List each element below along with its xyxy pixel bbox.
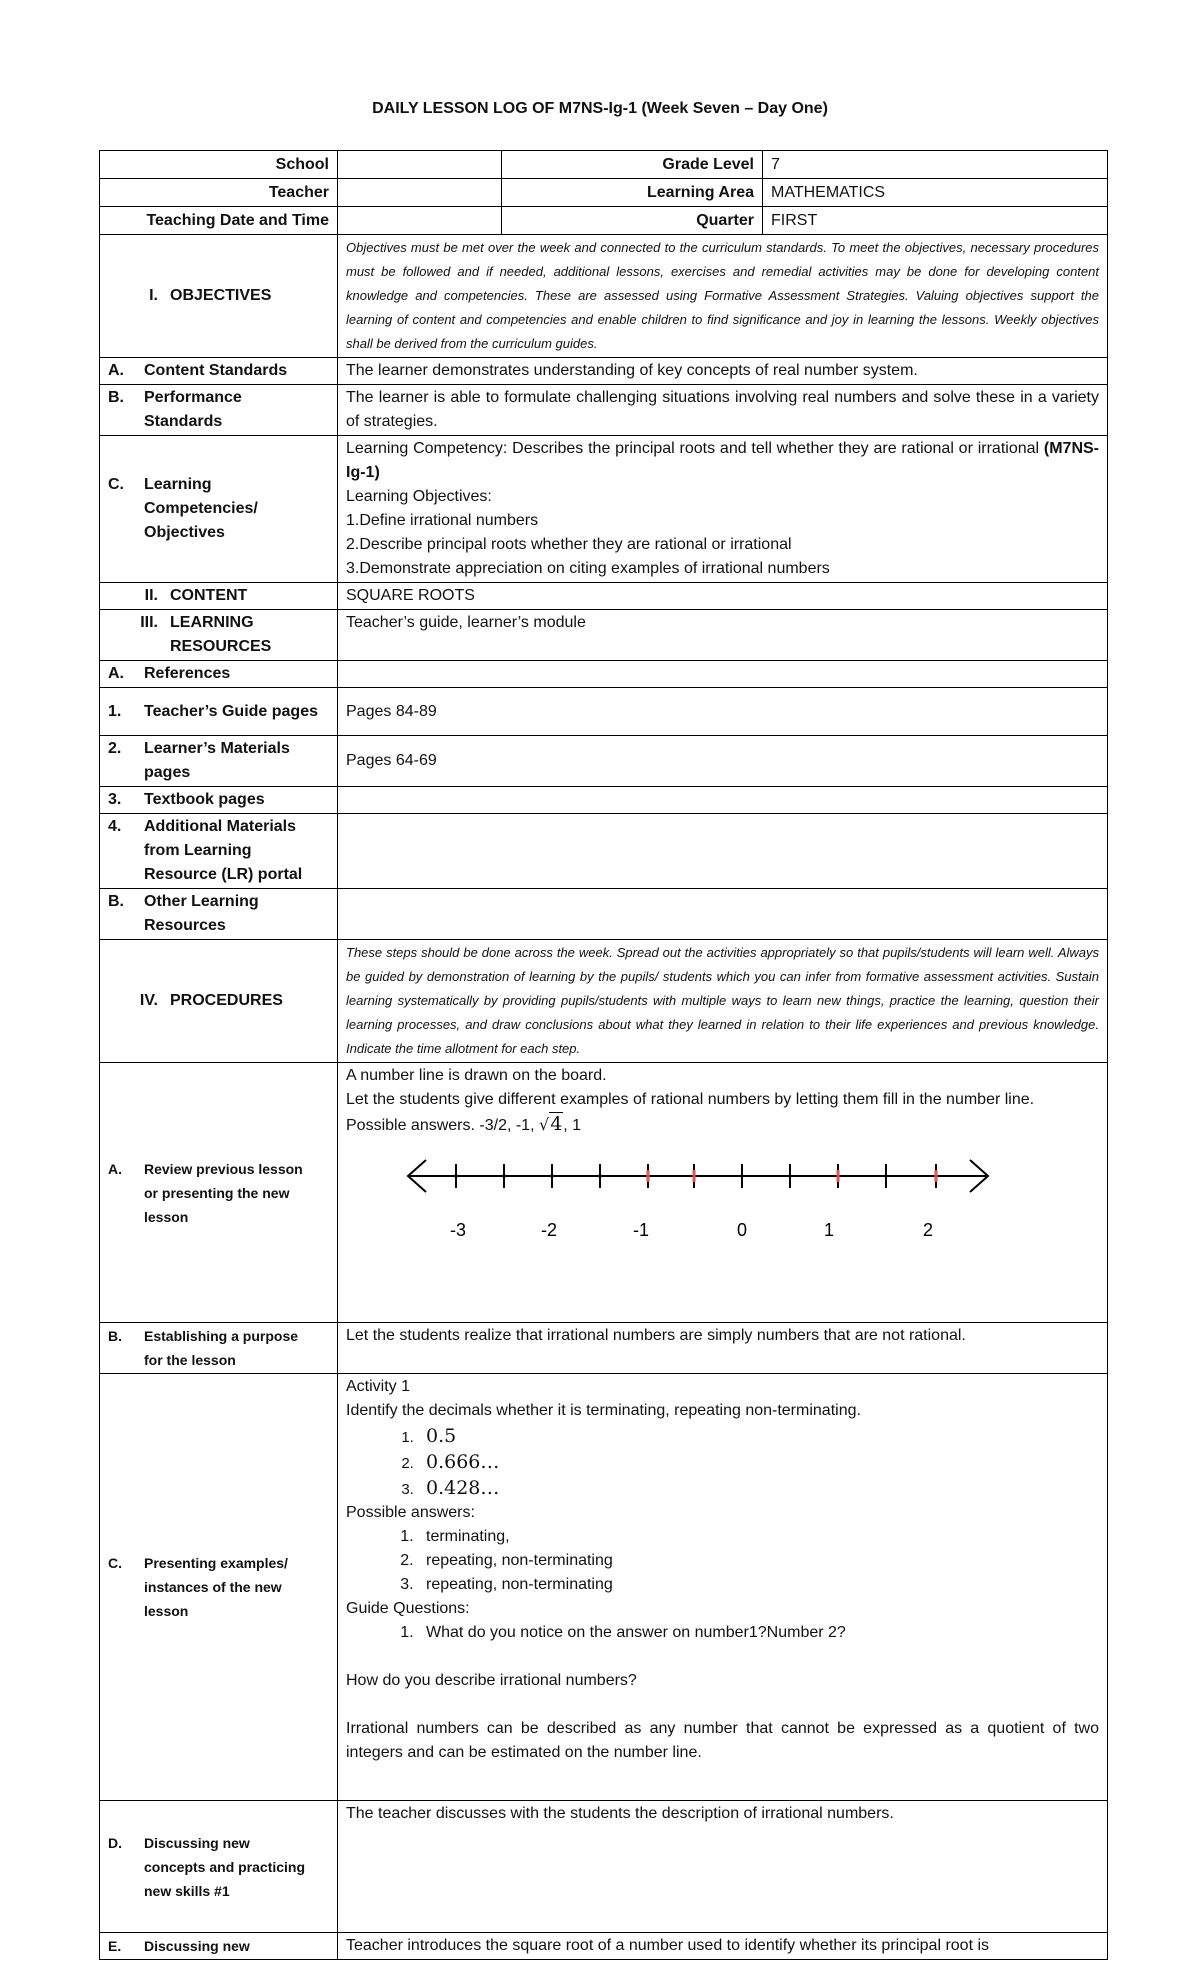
school-row	[100, 151, 1108, 179]
teaching-date-value	[338, 207, 502, 235]
learning-resources-value: Teacher’s guide, learner’s module	[338, 610, 1108, 661]
learning-competency-desc: Learning Competency: Describes the principal roots and tell whether they are rational or irrational	[346, 440, 1040, 457]
learning-competencies-heading	[100, 436, 338, 583]
review-value	[338, 1063, 1108, 1323]
learning-competencies-label: Learning Competencies/ Objectives	[144, 476, 258, 541]
content-standards-num: A.	[108, 362, 124, 379]
review-line-2: Let the students give different examples of rational numbers by letting them fill in the number line.	[346, 1091, 1035, 1108]
presenting-examples-num: C.	[108, 1555, 122, 1571]
learning-objectives-label: Learning Objectives:	[346, 488, 492, 505]
teachers-guide-label: Teacher’s Guide pages	[144, 702, 318, 720]
performance-standards-value: The learner is able to formulate challenging situations involving real numbers and solve these in a variety of strategies.	[338, 385, 1108, 436]
purpose-num: B.	[108, 1328, 122, 1344]
content-value: SQUARE ROOTS	[338, 583, 1108, 610]
procedures-num: IV.	[139, 992, 158, 1009]
content-num: II.	[144, 587, 158, 604]
page-title: DAILY LESSON LOG OF M7NS-Ig-1 (Week Seven – Day One)	[372, 100, 828, 117]
grade-level-value: 7	[763, 151, 1108, 179]
purpose-label: Establishing a purpose for the lesson	[144, 1328, 299, 1368]
teacher-row	[100, 179, 1108, 207]
learners-materials-heading	[100, 736, 338, 787]
review-heading	[100, 1063, 338, 1323]
additional-materials-num: 4.	[108, 818, 122, 835]
guide-question-item: 1. What do you notice on the answer on number1?Number 2?	[418, 1621, 1099, 1645]
number-line-label: 0	[736, 1220, 748, 1240]
teachers-guide-row	[100, 688, 1108, 736]
learning-competencies-value	[338, 436, 1108, 583]
decimals-list	[346, 1423, 1099, 1501]
objectives-num: I.	[149, 287, 158, 304]
content-heading	[100, 583, 338, 610]
number-line-label: 1	[823, 1220, 835, 1240]
possible-answers-label: Possible answers:	[346, 1504, 475, 1521]
learning-resources-label: LEARNING RESOURCES	[170, 614, 272, 655]
additional-materials-heading	[100, 814, 338, 889]
content-row	[100, 583, 1108, 610]
discussing-new-heading	[100, 1933, 338, 1960]
performance-standards-row	[100, 385, 1108, 436]
learning-objective-1: 1.Define irrational numbers	[346, 512, 539, 529]
teachers-guide-num: 1.	[108, 702, 122, 720]
learning-objective-2: 2.Describe principal roots whether they are rational or irrational	[346, 536, 792, 553]
learning-competencies-num: C.	[108, 476, 124, 493]
number-line-label: 2	[922, 1220, 934, 1240]
number-line-labels	[450, 1220, 933, 1240]
learning-area-value: MATHEMATICS	[763, 179, 1108, 207]
answers-list	[346, 1525, 1099, 1597]
review-label: Review previous lesson or presenting the new lesson	[144, 1160, 303, 1225]
learning-resources-row	[100, 610, 1108, 661]
performance-standards-num: B.	[108, 389, 124, 406]
procedures-note: These steps should be done across the week. Spread out the activities appropriately so that pupils/students will learn well. Always be guided by demonstration of learning by the pupils/ students which you can infer from formative assessment activities. Sustain learning systematically by providing pupils/students with multiple ways to learn new things, practice the learning, question their learning processes, and draw conclusions about what they learned in relation to their life experiences and previous knowledge. Indicate the time allotment for each step.	[338, 940, 1108, 1063]
other-resources-row	[100, 889, 1108, 940]
number-line	[346, 1138, 1046, 1268]
learning-competency-text	[346, 437, 1099, 485]
quarter-label: Quarter	[502, 207, 763, 235]
school-value	[338, 151, 502, 179]
number-line-label: -2	[540, 1220, 558, 1240]
textbook-pages-label: Textbook pages	[144, 791, 265, 808]
other-resources-heading	[100, 889, 338, 940]
objectives-label: OBJECTIVES	[170, 287, 272, 304]
content-standards-label: Content Standards	[144, 362, 288, 379]
teacher-value	[338, 179, 502, 207]
additional-materials-label: Additional Materials from Learning Resource (LR) portal	[144, 818, 303, 883]
radicand: 4	[550, 1113, 563, 1135]
lesson-log-table	[99, 150, 1108, 1960]
teaching-date-row	[100, 207, 1108, 235]
teaching-date-label: Teaching Date and Time	[100, 207, 338, 235]
irrational-description: Irrational numbers can be described as any number that cannot be expressed as a quotient of two integers and can be estimated on the number line.	[346, 1720, 1099, 1761]
content-standards-row	[100, 358, 1108, 385]
purpose-heading	[100, 1323, 338, 1374]
objectives-note: Objectives must be met over the week and connected to the curriculum standards. To meet the objectives, necessary procedures must be followed and if needed, additional lessons, exercises and remedial activities may be done for developing content knowledge and competencies. These are assessed using Formative Assessment Strategies. Valuing objectives support the learning of content and competencies and enable children to find significance and joy in learning the lessons. Weekly objectives shall be derived from the curriculum guides.	[338, 235, 1108, 358]
discussing-new-label: Discussing new	[144, 1938, 250, 1954]
review-line-1: A number line is drawn on the board.	[346, 1067, 607, 1084]
answer-item: 1. terminating,	[418, 1525, 1099, 1549]
other-resources-num: B.	[108, 893, 124, 910]
learners-materials-label: Learner’s Materials pages	[144, 740, 290, 781]
grade-level-label: Grade Level	[502, 151, 763, 179]
describe-question: How do you describe irrational numbers?	[346, 1672, 637, 1689]
decimal-item: 3. 0.428…	[418, 1475, 1099, 1501]
procedures-heading	[100, 940, 338, 1063]
references-value	[338, 661, 1108, 688]
additional-materials-value	[338, 814, 1108, 889]
references-label: References	[144, 665, 231, 682]
purpose-value: Let the students realize that irrational numbers are simply numbers that are not rational.	[338, 1323, 1108, 1374]
decimal-item: 1. 0.5	[418, 1423, 1099, 1449]
content-standards-heading	[100, 358, 338, 385]
review-row	[100, 1063, 1108, 1323]
learning-area-label: Learning Area	[502, 179, 763, 207]
discussing-concepts-num: D.	[108, 1834, 122, 1851]
possible-answers-end: , 1	[563, 1117, 582, 1134]
learning-objective-3: 3.Demonstrate appreciation on citing examples of irrational numbers	[346, 560, 830, 577]
discussing-concepts-value: The teacher discusses with the students the description of irrational numbers.	[338, 1801, 1108, 1933]
references-row	[100, 661, 1108, 688]
references-num: A.	[108, 665, 124, 682]
discussing-concepts-heading	[100, 1801, 338, 1933]
teacher-label: Teacher	[100, 179, 338, 207]
number-line-label: -1	[632, 1220, 650, 1240]
discussing-concepts-row	[100, 1801, 1108, 1933]
procedures-label: PROCEDURES	[170, 992, 283, 1009]
performance-standards-label: Performance Standards	[144, 389, 242, 430]
learners-materials-row	[100, 736, 1108, 787]
objectives-row	[100, 235, 1108, 358]
textbook-pages-value	[338, 787, 1108, 814]
review-possible-answers	[346, 1112, 1099, 1138]
procedures-row	[100, 940, 1108, 1063]
learners-materials-value: Pages 64-69	[338, 736, 1108, 787]
purpose-row	[100, 1323, 1108, 1374]
other-resources-value	[338, 889, 1108, 940]
textbook-pages-row	[100, 787, 1108, 814]
additional-materials-row	[100, 814, 1108, 889]
learning-resources-num: III.	[140, 614, 158, 631]
discussing-new-row	[100, 1933, 1108, 1960]
competency-code: (M7NS-Ig-1)	[346, 440, 1099, 481]
references-heading	[100, 661, 338, 688]
teachers-guide-heading	[100, 688, 338, 736]
discussing-new-value: Teacher introduces the square root of a number used to identify whether its principal root is	[338, 1933, 1108, 1960]
guide-questions-list	[346, 1621, 1099, 1645]
discussing-concepts-label: Discussing new concepts and practicing new skills #1	[144, 1834, 306, 1899]
learners-materials-num: 2.	[108, 740, 122, 757]
learning-resources-heading	[100, 610, 338, 661]
presenting-examples-label: Presenting examples/ instances of the new lesson	[144, 1555, 288, 1619]
performance-standards-heading	[100, 385, 338, 436]
learning-competencies-row	[100, 436, 1108, 583]
discussing-new-num: E.	[108, 1938, 122, 1954]
content-standards-value: The learner demonstrates understanding of key concepts of real number system.	[338, 358, 1108, 385]
presenting-examples-heading	[100, 1374, 338, 1801]
presenting-examples-value	[338, 1374, 1108, 1801]
guide-questions-label: Guide Questions:	[346, 1600, 470, 1617]
other-resources-label: Other Learning Resources	[144, 893, 259, 934]
square-root-symbol: √4	[538, 1113, 563, 1135]
answer-item: 3. repeating, non-terminating	[418, 1573, 1099, 1597]
decimal-item: 2. 0.666…	[418, 1449, 1099, 1475]
possible-answers-text: Possible answers. -3/2, -1,	[346, 1117, 535, 1134]
content-label: CONTENT	[170, 587, 248, 604]
activity-instruction: Identify the decimals whether it is terminating, repeating non-terminating.	[346, 1402, 861, 1419]
school-label: School	[100, 151, 338, 179]
textbook-pages-heading	[100, 787, 338, 814]
textbook-pages-num: 3.	[108, 791, 122, 808]
presenting-examples-row	[100, 1374, 1108, 1801]
review-num: A.	[108, 1160, 122, 1177]
objectives-heading	[100, 235, 338, 358]
answer-item: 2. repeating, non-terminating	[418, 1549, 1099, 1573]
activity-title: Activity 1	[346, 1378, 411, 1395]
teachers-guide-value: Pages 84-89	[338, 688, 1108, 736]
number-line-label: -3	[449, 1220, 467, 1240]
quarter-value: FIRST	[763, 207, 1108, 235]
